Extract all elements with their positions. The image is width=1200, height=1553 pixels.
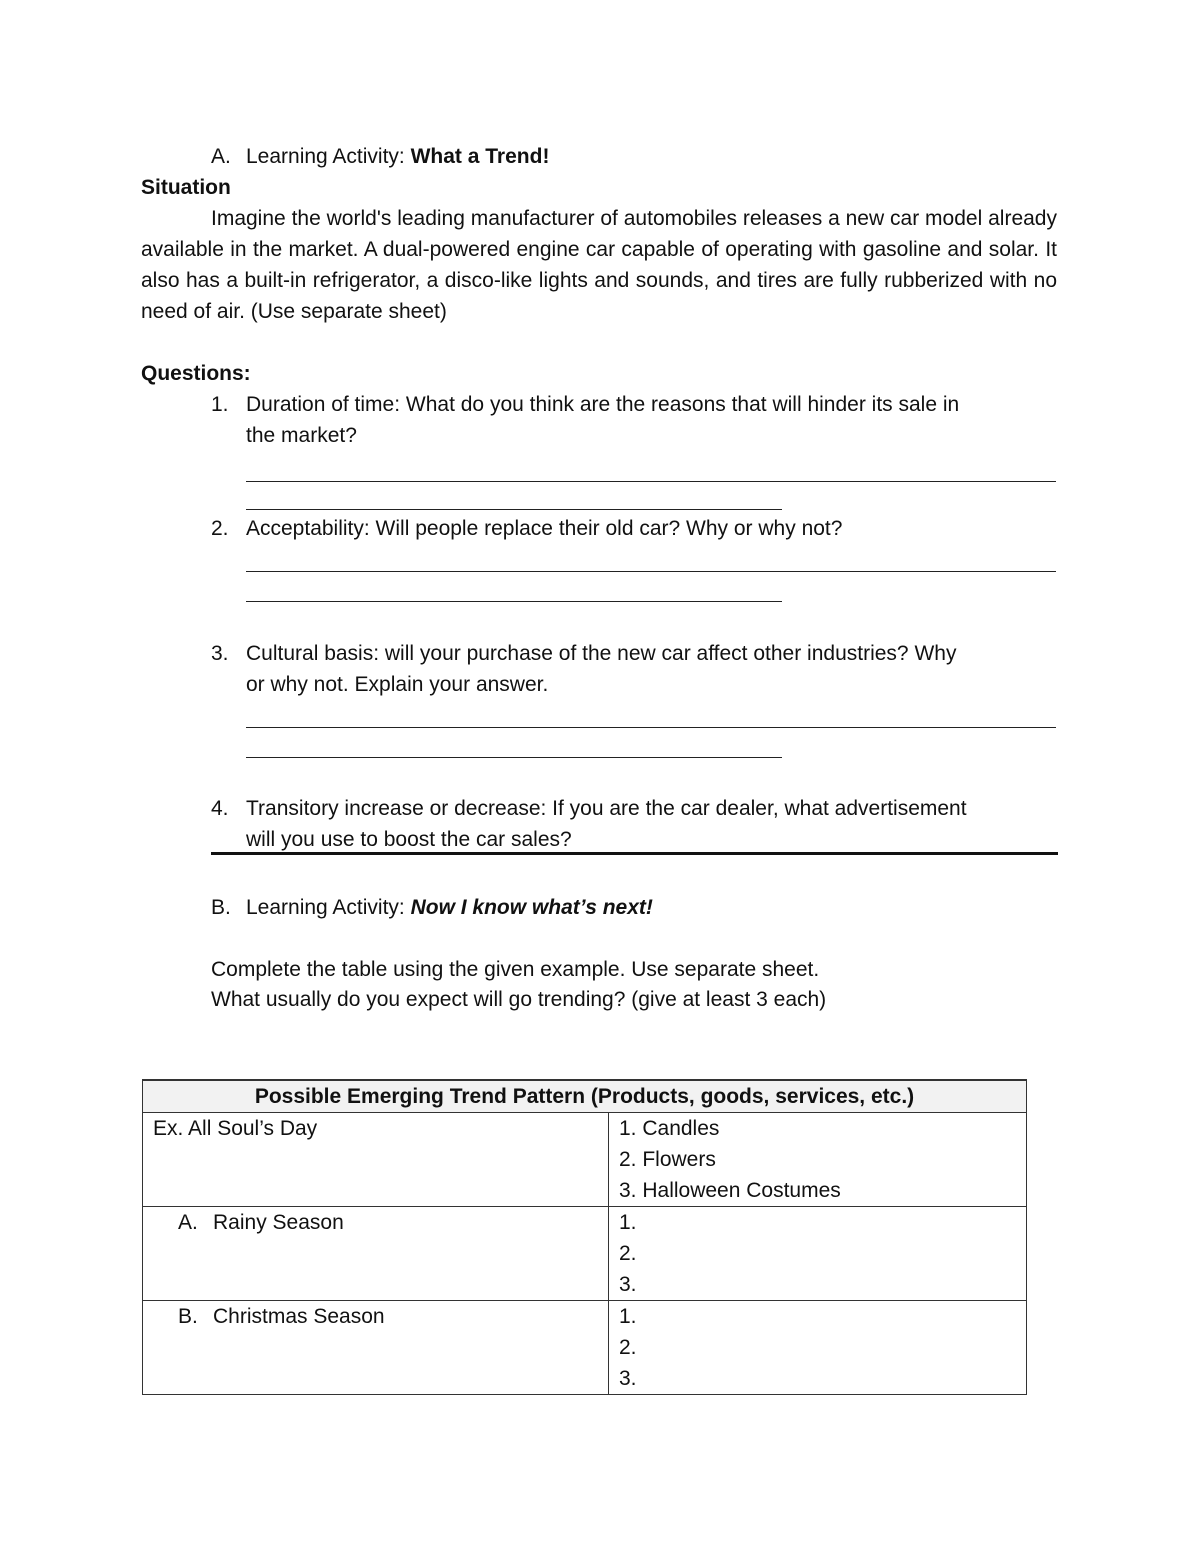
question-3-text-cont: or why not. Explain your answer. <box>246 673 549 696</box>
list-item: 1. <box>619 1305 637 1328</box>
occasion-marker: A. <box>178 1211 198 1234</box>
question-4-text: Transitory increase or decrease: If you are the car dealer, what advertisement <box>246 797 967 820</box>
table-cell-occasion <box>143 1207 609 1301</box>
question-2-text: Acceptability: Will people replace their old car? Why or why not? <box>246 517 843 540</box>
questions-heading: Questions: <box>141 362 251 385</box>
question-4-number: 4. <box>211 797 229 820</box>
list-item: 3. Halloween Costumes <box>619 1179 841 1202</box>
answer-line <box>246 509 782 510</box>
table-row <box>143 1113 1027 1207</box>
situation-heading: Situation <box>141 176 231 199</box>
table-row <box>143 1301 1027 1395</box>
answer-line <box>246 571 1056 572</box>
occasion-label: Ex. All Soul’s Day <box>153 1117 318 1140</box>
section-a-marker: A. <box>211 145 231 168</box>
trend-table <box>142 1079 1027 1395</box>
question-1 <box>211 389 959 420</box>
section-b-marker: B. <box>211 896 231 919</box>
answer-line <box>246 757 782 758</box>
section-a-heading <box>211 141 549 172</box>
list-item: 3. <box>619 1367 637 1390</box>
table-header: Possible Emerging Trend Pattern (Products, goods, services, etc.) <box>143 1080 1027 1113</box>
occasion-marker: B. <box>178 1305 198 1328</box>
table-row <box>143 1207 1027 1301</box>
section-b-instruction-2: What usually do you expect will go trending? (give at least 3 each) <box>211 988 827 1011</box>
list-item: 2. <box>619 1242 637 1265</box>
occasion-label: Christmas Season <box>213 1305 385 1328</box>
table-cell-occasion <box>143 1301 609 1395</box>
section-a-title: What a Trend! <box>410 145 550 168</box>
question-3-number: 3. <box>211 642 229 665</box>
question-1-number: 1. <box>211 393 229 416</box>
question-2-number: 2. <box>211 517 229 540</box>
question-4-text-cont: will you use to boost the car sales? <box>246 828 572 851</box>
question-2 <box>211 513 842 544</box>
section-b-prefix: Learning Activity: <box>246 896 411 919</box>
table-cell-occasion <box>143 1113 609 1207</box>
section-b-instruction-1: Complete the table using the given example. Use separate sheet. <box>211 958 820 981</box>
list-item: 1. <box>619 1211 637 1234</box>
question-3-text: Cultural basis: will your purchase of the new car affect other industries? Why <box>246 642 957 665</box>
section-a-prefix: Learning Activity: <box>246 145 411 168</box>
table-cell-items <box>609 1113 1027 1207</box>
table-cell-items <box>609 1207 1027 1301</box>
answer-rule <box>211 852 1058 855</box>
situation-text: Imagine the world's leading manufacturer of automobiles releases a new car model already available in the market. A dual-powered engine car capable of operating with gasoline and solar. It also has a built-in refrigerator, a disco-like lights and sounds, and tires are fully rubberized with no need of air. (Use separate sheet) <box>141 207 1057 323</box>
section-b-title: Now I know what’s next! <box>410 896 653 919</box>
list-item: 1. Candles <box>619 1117 720 1140</box>
question-1-text: Duration of time: What do you think are the reasons that will hinder its sale in <box>246 393 960 416</box>
table-header-row <box>143 1080 1027 1113</box>
list-item: 2. <box>619 1336 637 1359</box>
occasion-label: Rainy Season <box>213 1211 344 1234</box>
section-b-heading <box>211 892 653 923</box>
question-4 <box>211 793 967 824</box>
question-3 <box>211 638 956 669</box>
list-item: 3. <box>619 1273 637 1296</box>
list-item: 2. Flowers <box>619 1148 716 1171</box>
question-1-text-cont: the market? <box>246 424 357 447</box>
answer-line <box>246 481 1056 482</box>
table-cell-items <box>609 1301 1027 1395</box>
answer-line <box>246 727 1056 728</box>
answer-line <box>246 601 782 602</box>
